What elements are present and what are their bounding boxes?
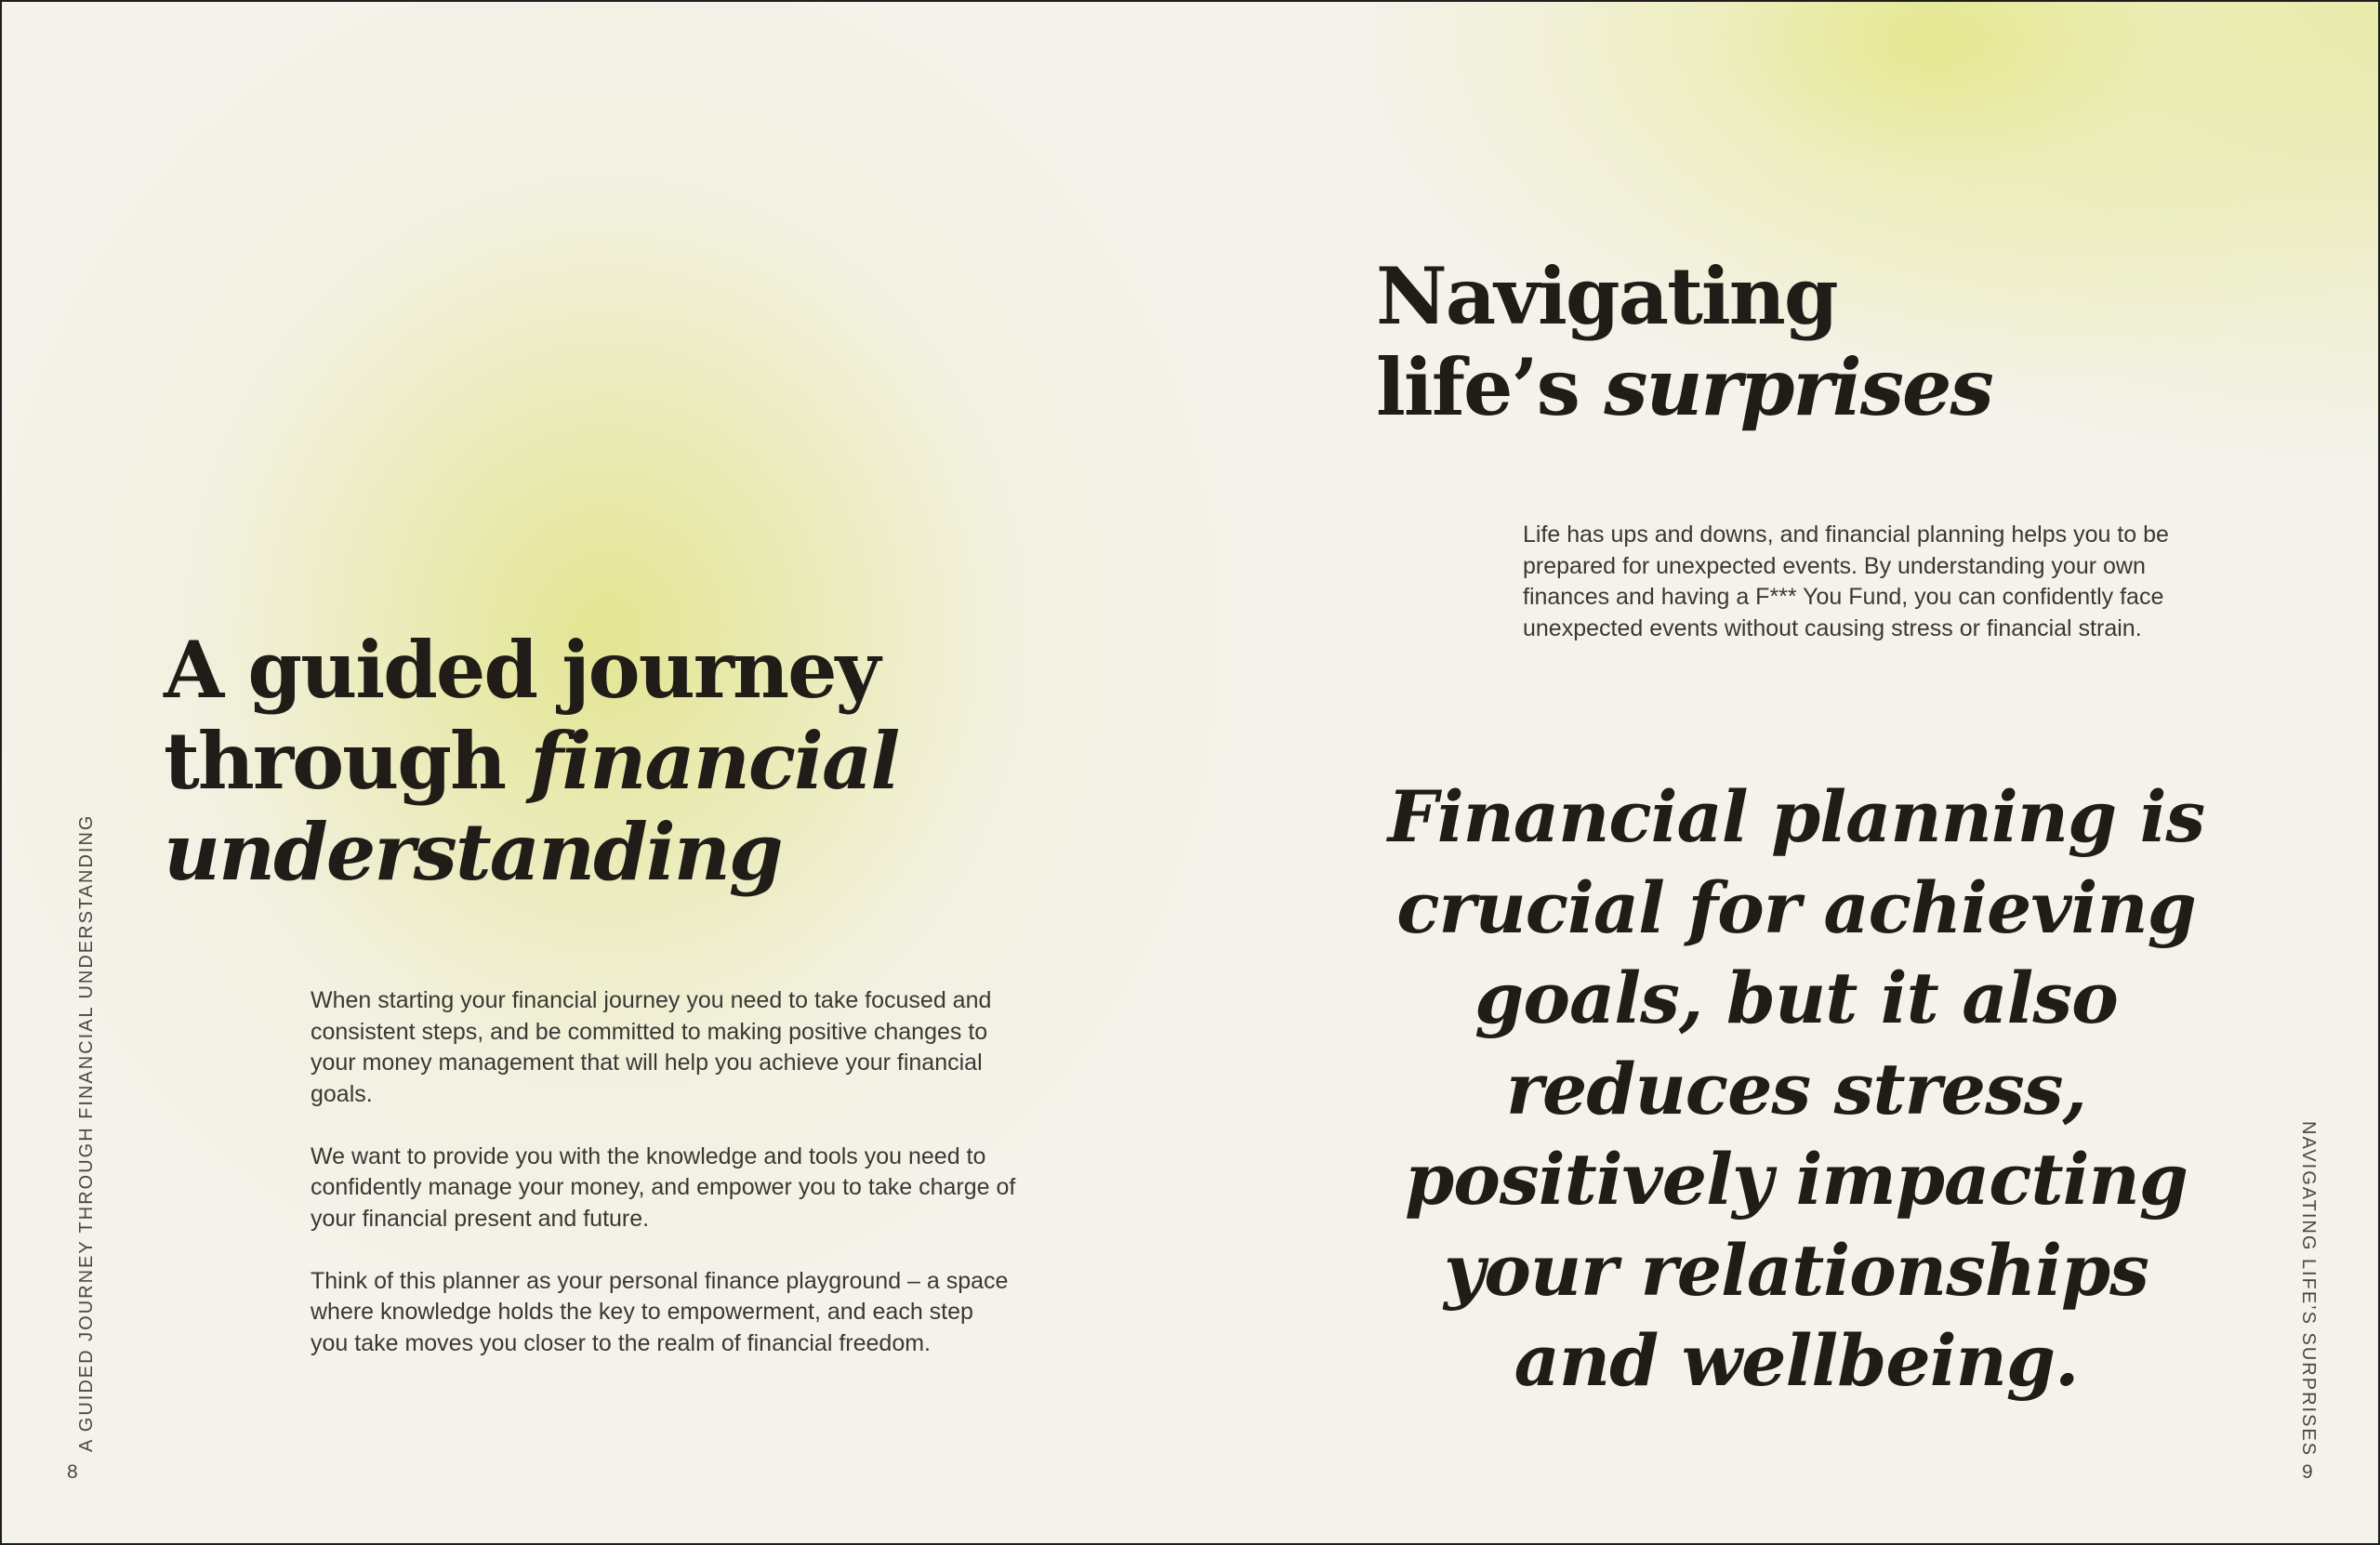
left-paragraph-1: When starting your financial journey you need to take focused and consistent steps, and be committed to making positive changes to your money management that will help you achieve your financial goals. [311, 987, 992, 1107]
left-heading-line3-italic: understanding [164, 806, 782, 898]
pull-quote: Financial planning is crucial for achieving goals, but it also reduces stress, positively impacting your relationships and wellbeing. [1387, 775, 2205, 1402]
right-heading-line1: Navigating [1376, 250, 1837, 342]
left-heading-line2-italic: financial [530, 715, 899, 807]
left-heading-line1: A guided journey [164, 624, 879, 716]
left-page-heading [164, 625, 1000, 898]
left-page-body [311, 985, 1017, 1391]
right-page-number: 9 [2302, 1461, 2313, 1483]
left-paragraph-2: We want to provide you with the knowledge and tools you need to confidently manage your money, and empower you to take charge of your financial present and future. [311, 1142, 1016, 1232]
right-heading-line2-plain: life’s [1376, 341, 1579, 433]
right-intro-paragraph: Life has ups and downs, and financial planning helps you to be prepared for unexpected events. By understanding your own finances and having a F*** You Fund, you can confidently face unexpected events without causing stress or financial strain. [1523, 522, 2169, 641]
right-page-heading [1376, 251, 2120, 433]
left-page-number: 8 [67, 1461, 78, 1483]
left-heading-line2-plain: through [164, 715, 506, 807]
right-heading-line2-italic: surprises [1604, 341, 1992, 433]
right-running-head: NAVIGATING LIFE’S SURPRISES [2298, 1121, 2319, 1458]
left-paragraph-3: Think of this planner as your personal finance playground – a space where knowledge holds the key to empowerment, and each step you take moves you closer to the realm of financial freedom. [311, 1267, 1009, 1356]
left-running-head: A GUIDED JOURNEY THROUGH FINANCIAL UNDERSTANDING [76, 813, 97, 1452]
